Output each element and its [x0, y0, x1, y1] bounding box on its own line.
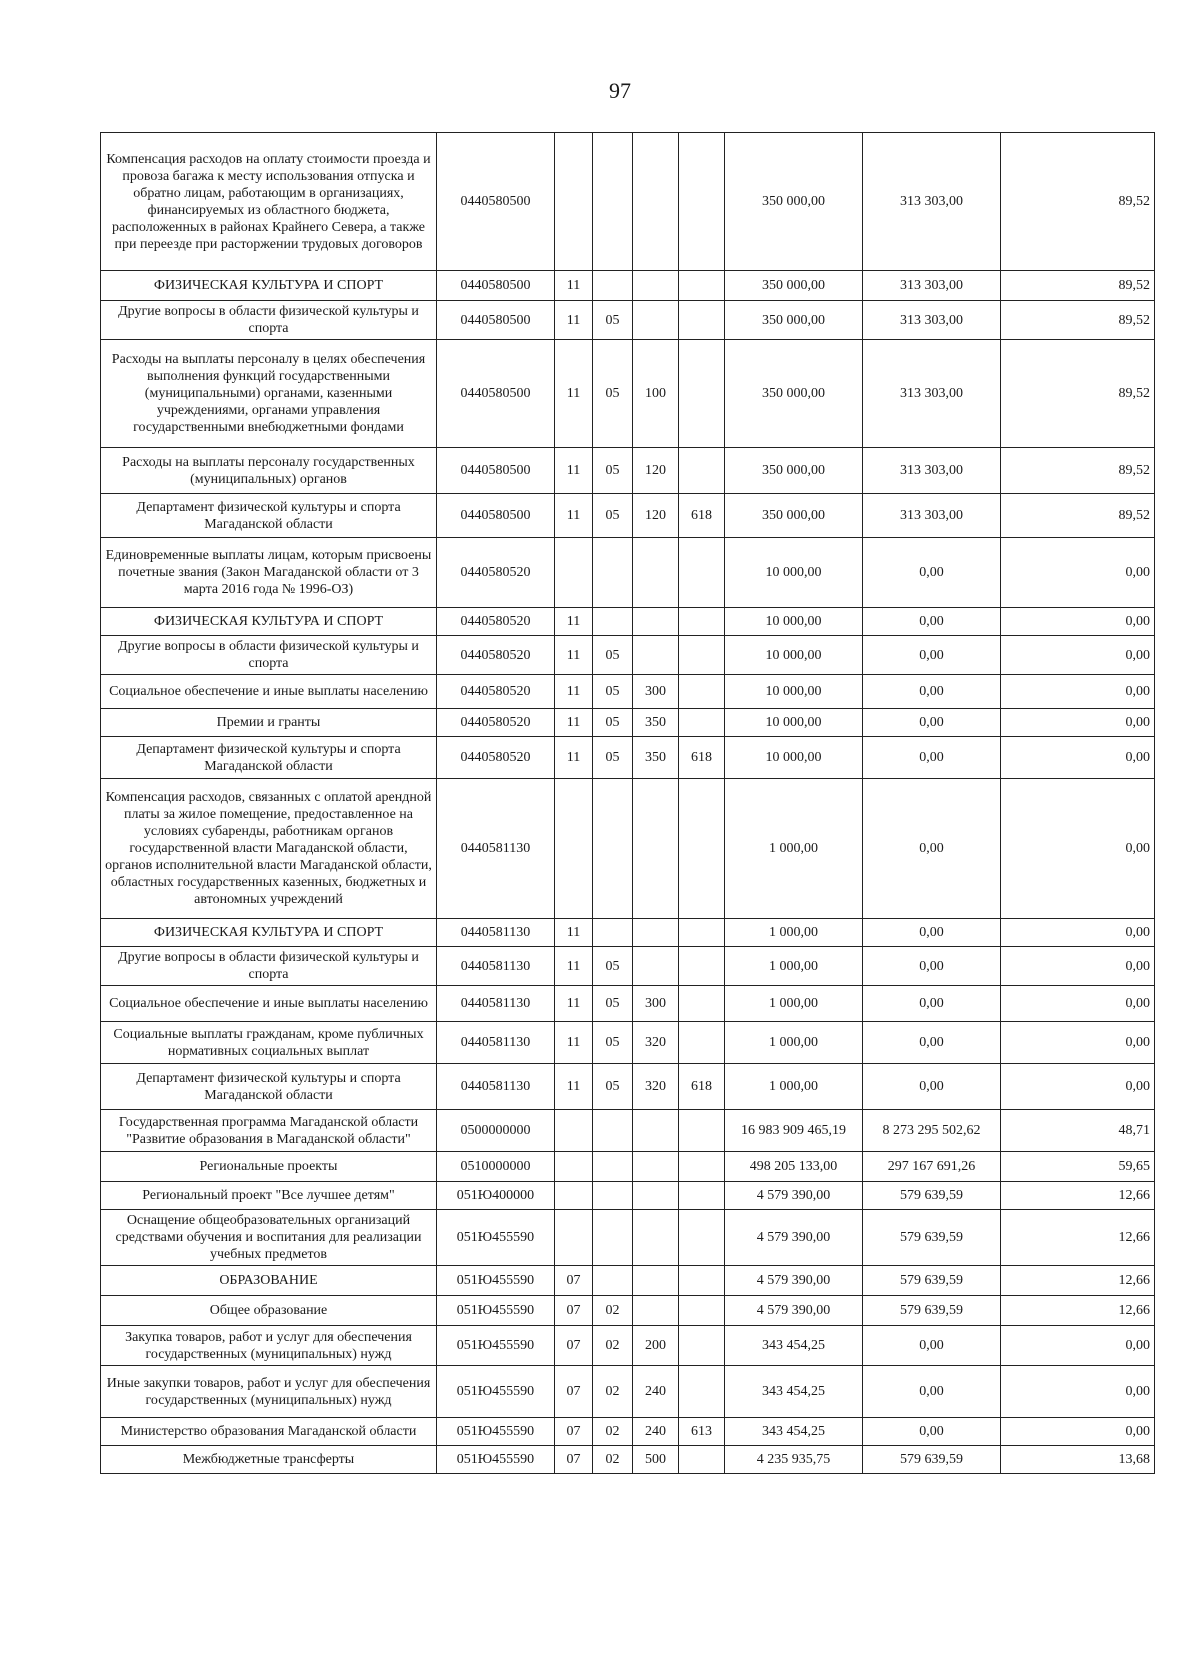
expense-type-code	[633, 133, 679, 271]
table-row	[101, 1266, 1155, 1296]
actual-amount: 313 303,00	[863, 133, 1001, 271]
planned-amount: 10 000,00	[725, 709, 863, 737]
execution-percent: 89,52	[1001, 340, 1155, 448]
execution-percent: 0,00	[1001, 737, 1155, 779]
item-name: Социальное обеспечение и иные выплаты населению	[101, 986, 437, 1022]
subsection-code: 05	[593, 709, 633, 737]
planned-amount: 10 000,00	[725, 737, 863, 779]
section-code	[555, 1182, 593, 1210]
expense-type-code: 120	[633, 494, 679, 538]
administrator-code	[679, 919, 725, 947]
target-article-code: 0440580500	[437, 448, 555, 494]
table-row	[101, 448, 1155, 494]
administrator-code	[679, 709, 725, 737]
administrator-code	[679, 636, 725, 675]
section-code	[555, 1152, 593, 1182]
actual-amount: 8 273 295 502,62	[863, 1110, 1001, 1152]
expense-type-code	[633, 271, 679, 301]
subsection-code	[593, 133, 633, 271]
table-row	[101, 1296, 1155, 1326]
table-row	[101, 1064, 1155, 1110]
expense-type-code: 240	[633, 1366, 679, 1418]
administrator-code	[679, 1210, 725, 1266]
execution-percent: 0,00	[1001, 1418, 1155, 1446]
table-row	[101, 1110, 1155, 1152]
target-article-code: 0440580520	[437, 608, 555, 636]
expense-type-code	[633, 1266, 679, 1296]
actual-amount: 579 639,59	[863, 1446, 1001, 1474]
section-code: 11	[555, 737, 593, 779]
execution-percent: 0,00	[1001, 709, 1155, 737]
subsection-code: 05	[593, 494, 633, 538]
actual-amount: 0,00	[863, 919, 1001, 947]
table-row	[101, 494, 1155, 538]
target-article-code: 0440581130	[437, 1064, 555, 1110]
administrator-code	[679, 1266, 725, 1296]
subsection-code: 05	[593, 636, 633, 675]
item-name: Министерство образования Магаданской области	[101, 1418, 437, 1446]
item-name: ФИЗИЧЕСКАЯ КУЛЬТУРА И СПОРТ	[101, 919, 437, 947]
item-name: Социальные выплаты гражданам, кроме публичных нормативных социальных выплат	[101, 1022, 437, 1064]
subsection-code	[593, 608, 633, 636]
subsection-code	[593, 1152, 633, 1182]
administrator-code	[679, 448, 725, 494]
subsection-code	[593, 1266, 633, 1296]
administrator-code: 618	[679, 494, 725, 538]
table-row	[101, 301, 1155, 340]
table-row	[101, 608, 1155, 636]
administrator-code: 613	[679, 1418, 725, 1446]
expense-type-code	[633, 538, 679, 608]
section-code: 11	[555, 1022, 593, 1064]
planned-amount: 4 235 935,75	[725, 1446, 863, 1474]
planned-amount: 343 454,25	[725, 1366, 863, 1418]
expense-type-code	[633, 947, 679, 986]
actual-amount: 0,00	[863, 947, 1001, 986]
table-row	[101, 675, 1155, 709]
target-article-code: 051Ю455590	[437, 1366, 555, 1418]
planned-amount: 350 000,00	[725, 301, 863, 340]
planned-amount: 1 000,00	[725, 1064, 863, 1110]
planned-amount: 10 000,00	[725, 675, 863, 709]
subsection-code: 02	[593, 1418, 633, 1446]
item-name: Региональные проекты	[101, 1152, 437, 1182]
actual-amount: 0,00	[863, 538, 1001, 608]
target-article-code: 0440580500	[437, 340, 555, 448]
administrator-code	[679, 947, 725, 986]
section-code: 11	[555, 1064, 593, 1110]
item-name: Департамент физической культуры и спорта Магаданской области	[101, 1064, 437, 1110]
expense-type-code: 120	[633, 448, 679, 494]
actual-amount: 579 639,59	[863, 1210, 1001, 1266]
target-article-code: 0440580520	[437, 636, 555, 675]
actual-amount: 0,00	[863, 1064, 1001, 1110]
target-article-code: 0440581130	[437, 919, 555, 947]
administrator-code	[679, 1110, 725, 1152]
item-name: Компенсация расходов на оплату стоимости проезда и провоза багажа к месту использования отпуска и обратно лицам, работающим в организациях, финансируемых из областного бюджета, расположенных в районах Крайнего Севера, а также при переезде при расторжении трудовых договоров	[101, 133, 437, 271]
target-article-code: 051Ю455590	[437, 1326, 555, 1366]
section-code	[555, 779, 593, 919]
target-article-code: 0440580520	[437, 675, 555, 709]
target-article-code: 0440580500	[437, 133, 555, 271]
expense-type-code	[633, 1210, 679, 1266]
section-code	[555, 1210, 593, 1266]
item-name: Оснащение общеобразовательных организаций средствами обучения и воспитания для реализации учебных предметов	[101, 1210, 437, 1266]
actual-amount: 313 303,00	[863, 494, 1001, 538]
target-article-code: 051Ю455590	[437, 1446, 555, 1474]
execution-percent: 0,00	[1001, 1366, 1155, 1418]
execution-percent: 0,00	[1001, 1022, 1155, 1064]
expense-type-code: 200	[633, 1326, 679, 1366]
item-name: Другие вопросы в области физической культуры и спорта	[101, 947, 437, 986]
subsection-code: 05	[593, 986, 633, 1022]
execution-percent: 13,68	[1001, 1446, 1155, 1474]
planned-amount: 350 000,00	[725, 448, 863, 494]
planned-amount: 498 205 133,00	[725, 1152, 863, 1182]
item-name: Департамент физической культуры и спорта Магаданской области	[101, 494, 437, 538]
subsection-code	[593, 1210, 633, 1266]
target-article-code: 051Ю455590	[437, 1296, 555, 1326]
section-code	[555, 538, 593, 608]
actual-amount: 579 639,59	[863, 1296, 1001, 1326]
expense-type-code: 320	[633, 1022, 679, 1064]
section-code: 07	[555, 1418, 593, 1446]
table-row	[101, 133, 1155, 271]
execution-percent: 0,00	[1001, 538, 1155, 608]
actual-amount: 0,00	[863, 1366, 1001, 1418]
target-article-code: 0440581130	[437, 779, 555, 919]
planned-amount: 1 000,00	[725, 1022, 863, 1064]
subsection-code: 05	[593, 448, 633, 494]
item-name: Государственная программа Магаданской области "Развитие образования в Магаданской области"	[101, 1110, 437, 1152]
target-article-code: 0440580500	[437, 301, 555, 340]
execution-percent: 0,00	[1001, 608, 1155, 636]
item-name: Департамент физической культуры и спорта Магаданской области	[101, 737, 437, 779]
target-article-code: 051Ю400000	[437, 1182, 555, 1210]
expense-type-code: 350	[633, 709, 679, 737]
expense-type-code	[633, 1182, 679, 1210]
section-code: 07	[555, 1366, 593, 1418]
planned-amount: 4 579 390,00	[725, 1210, 863, 1266]
subsection-code: 02	[593, 1366, 633, 1418]
execution-percent: 0,00	[1001, 986, 1155, 1022]
item-name: Премии и гранты	[101, 709, 437, 737]
item-name: Компенсация расходов, связанных с оплатой арендной платы за жилое помещение, предоставленное на условиях субаренды, работникам органов государственной власти Магаданской области, органов исполнительной власти Магаданской области, областных государственных казенных, бюджетных и автономных учреждений	[101, 779, 437, 919]
actual-amount: 0,00	[863, 1418, 1001, 1446]
planned-amount: 350 000,00	[725, 133, 863, 271]
item-name: Общее образование	[101, 1296, 437, 1326]
item-name: Социальное обеспечение и иные выплаты населению	[101, 675, 437, 709]
administrator-code: 618	[679, 737, 725, 779]
execution-percent: 0,00	[1001, 919, 1155, 947]
expense-type-code	[633, 608, 679, 636]
administrator-code	[679, 340, 725, 448]
section-code: 07	[555, 1296, 593, 1326]
subsection-code	[593, 919, 633, 947]
subsection-code: 02	[593, 1446, 633, 1474]
planned-amount: 10 000,00	[725, 636, 863, 675]
target-article-code: 0440580500	[437, 494, 555, 538]
actual-amount: 0,00	[863, 1326, 1001, 1366]
subsection-code: 05	[593, 301, 633, 340]
target-article-code: 051Ю455590	[437, 1266, 555, 1296]
planned-amount: 350 000,00	[725, 271, 863, 301]
administrator-code	[679, 1366, 725, 1418]
expense-type-code	[633, 1110, 679, 1152]
section-code: 11	[555, 271, 593, 301]
expense-type-code: 300	[633, 986, 679, 1022]
table-row	[101, 340, 1155, 448]
expense-type-code	[633, 779, 679, 919]
actual-amount: 313 303,00	[863, 271, 1001, 301]
table-row	[101, 538, 1155, 608]
table-row	[101, 779, 1155, 919]
item-name: ОБРАЗОВАНИЕ	[101, 1266, 437, 1296]
section-code: 07	[555, 1326, 593, 1366]
planned-amount: 350 000,00	[725, 340, 863, 448]
section-code: 11	[555, 608, 593, 636]
execution-percent: 12,66	[1001, 1182, 1155, 1210]
expense-type-code: 500	[633, 1446, 679, 1474]
section-code	[555, 133, 593, 271]
target-article-code: 0440580520	[437, 737, 555, 779]
actual-amount: 0,00	[863, 636, 1001, 675]
subsection-code: 05	[593, 1064, 633, 1110]
expense-type-code	[633, 636, 679, 675]
table-row	[101, 1446, 1155, 1474]
expense-type-code: 320	[633, 1064, 679, 1110]
target-article-code: 0510000000	[437, 1152, 555, 1182]
administrator-code	[679, 608, 725, 636]
expense-type-code: 240	[633, 1418, 679, 1446]
item-name: Региональный проект "Все лучшее детям"	[101, 1182, 437, 1210]
section-code: 11	[555, 494, 593, 538]
administrator-code	[679, 271, 725, 301]
table-body	[101, 133, 1155, 1474]
execution-percent: 12,66	[1001, 1266, 1155, 1296]
execution-percent: 0,00	[1001, 947, 1155, 986]
planned-amount: 4 579 390,00	[725, 1182, 863, 1210]
target-article-code: 0440581130	[437, 1022, 555, 1064]
section-code: 11	[555, 919, 593, 947]
administrator-code	[679, 1152, 725, 1182]
budget-table	[100, 132, 1155, 1474]
table-row	[101, 1022, 1155, 1064]
item-name: ФИЗИЧЕСКАЯ КУЛЬТУРА И СПОРТ	[101, 608, 437, 636]
subsection-code	[593, 1182, 633, 1210]
item-name: Единовременные выплаты лицам, которым присвоены почетные звания (Закон Магаданской области от 3 марта 2016 года № 1996-ОЗ)	[101, 538, 437, 608]
item-name: ФИЗИЧЕСКАЯ КУЛЬТУРА И СПОРТ	[101, 271, 437, 301]
section-code: 11	[555, 340, 593, 448]
actual-amount: 0,00	[863, 1022, 1001, 1064]
table-row	[101, 1418, 1155, 1446]
subsection-code	[593, 779, 633, 919]
item-name: Расходы на выплаты персоналу государственных (муниципальных) органов	[101, 448, 437, 494]
subsection-code: 05	[593, 737, 633, 779]
target-article-code: 051Ю455590	[437, 1210, 555, 1266]
administrator-code	[679, 538, 725, 608]
execution-percent: 0,00	[1001, 675, 1155, 709]
administrator-code	[679, 1326, 725, 1366]
administrator-code: 618	[679, 1064, 725, 1110]
execution-percent: 12,66	[1001, 1210, 1155, 1266]
subsection-code: 05	[593, 1022, 633, 1064]
actual-amount: 297 167 691,26	[863, 1152, 1001, 1182]
execution-percent: 12,66	[1001, 1296, 1155, 1326]
target-article-code: 0500000000	[437, 1110, 555, 1152]
administrator-code	[679, 133, 725, 271]
actual-amount: 313 303,00	[863, 340, 1001, 448]
administrator-code	[679, 301, 725, 340]
planned-amount: 16 983 909 465,19	[725, 1110, 863, 1152]
expense-type-code: 100	[633, 340, 679, 448]
item-name: Другие вопросы в области физической культуры и спорта	[101, 636, 437, 675]
page-number: 97	[609, 78, 631, 103]
target-article-code: 051Ю455590	[437, 1418, 555, 1446]
table-row	[101, 986, 1155, 1022]
section-code: 11	[555, 675, 593, 709]
administrator-code	[679, 1182, 725, 1210]
table-row	[101, 1182, 1155, 1210]
item-name: Межбюджетные трансферты	[101, 1446, 437, 1474]
execution-percent: 0,00	[1001, 1064, 1155, 1110]
administrator-code	[679, 779, 725, 919]
planned-amount: 10 000,00	[725, 608, 863, 636]
planned-amount: 10 000,00	[725, 538, 863, 608]
execution-percent: 0,00	[1001, 1326, 1155, 1366]
expense-type-code: 300	[633, 675, 679, 709]
execution-percent: 59,65	[1001, 1152, 1155, 1182]
planned-amount: 343 454,25	[725, 1418, 863, 1446]
execution-percent: 89,52	[1001, 133, 1155, 271]
subsection-code: 05	[593, 947, 633, 986]
subsection-code: 05	[593, 675, 633, 709]
table-row	[101, 919, 1155, 947]
section-code: 11	[555, 986, 593, 1022]
table-row	[101, 271, 1155, 301]
actual-amount: 0,00	[863, 709, 1001, 737]
table-row	[101, 1326, 1155, 1366]
expense-type-code	[633, 301, 679, 340]
item-name: Закупка товаров, работ и услуг для обеспечения государственных (муниципальных) нужд	[101, 1326, 437, 1366]
administrator-code	[679, 1022, 725, 1064]
actual-amount: 579 639,59	[863, 1182, 1001, 1210]
execution-percent: 89,52	[1001, 494, 1155, 538]
item-name: Иные закупки товаров, работ и услуг для обеспечения государственных (муниципальных) нужд	[101, 1366, 437, 1418]
subsection-code	[593, 271, 633, 301]
planned-amount: 1 000,00	[725, 919, 863, 947]
planned-amount: 350 000,00	[725, 494, 863, 538]
actual-amount: 313 303,00	[863, 301, 1001, 340]
planned-amount: 1 000,00	[725, 779, 863, 919]
planned-amount: 343 454,25	[725, 1326, 863, 1366]
target-article-code: 0440581130	[437, 986, 555, 1022]
subsection-code: 02	[593, 1296, 633, 1326]
actual-amount: 313 303,00	[863, 448, 1001, 494]
target-article-code: 0440581130	[437, 947, 555, 986]
execution-percent: 89,52	[1001, 271, 1155, 301]
table-row	[101, 947, 1155, 986]
target-article-code: 0440580520	[437, 538, 555, 608]
actual-amount: 0,00	[863, 737, 1001, 779]
section-code: 11	[555, 709, 593, 737]
actual-amount: 0,00	[863, 986, 1001, 1022]
section-code: 11	[555, 947, 593, 986]
table-row	[101, 1366, 1155, 1418]
subsection-code	[593, 1110, 633, 1152]
expense-type-code: 350	[633, 737, 679, 779]
execution-percent: 48,71	[1001, 1110, 1155, 1152]
target-article-code: 0440580500	[437, 271, 555, 301]
item-name: Другие вопросы в области физической культуры и спорта	[101, 301, 437, 340]
expense-type-code	[633, 1296, 679, 1326]
administrator-code	[679, 986, 725, 1022]
table-row	[101, 709, 1155, 737]
table-row	[101, 1210, 1155, 1266]
planned-amount: 1 000,00	[725, 986, 863, 1022]
section-code: 11	[555, 301, 593, 340]
planned-amount: 4 579 390,00	[725, 1296, 863, 1326]
actual-amount: 579 639,59	[863, 1266, 1001, 1296]
administrator-code	[679, 1446, 725, 1474]
expense-type-code	[633, 919, 679, 947]
expense-type-code	[633, 1152, 679, 1182]
administrator-code	[679, 675, 725, 709]
section-code: 11	[555, 636, 593, 675]
execution-percent: 89,52	[1001, 301, 1155, 340]
table-row	[101, 737, 1155, 779]
execution-percent: 0,00	[1001, 779, 1155, 919]
table-row	[101, 636, 1155, 675]
planned-amount: 4 579 390,00	[725, 1266, 863, 1296]
target-article-code: 0440580520	[437, 709, 555, 737]
subsection-code: 05	[593, 340, 633, 448]
subsection-code	[593, 538, 633, 608]
item-name: Расходы на выплаты персоналу в целях обеспечения выполнения функций государственными (муниципальными) органами, казенными учреждениями, органами управления государственными внебюджетными фондами	[101, 340, 437, 448]
administrator-code	[679, 1296, 725, 1326]
section-code: 11	[555, 448, 593, 494]
actual-amount: 0,00	[863, 608, 1001, 636]
section-code: 07	[555, 1446, 593, 1474]
actual-amount: 0,00	[863, 675, 1001, 709]
section-code: 07	[555, 1266, 593, 1296]
table-row	[101, 1152, 1155, 1182]
planned-amount: 1 000,00	[725, 947, 863, 986]
execution-percent: 0,00	[1001, 636, 1155, 675]
subsection-code: 02	[593, 1326, 633, 1366]
execution-percent: 89,52	[1001, 448, 1155, 494]
section-code	[555, 1110, 593, 1152]
actual-amount: 0,00	[863, 779, 1001, 919]
